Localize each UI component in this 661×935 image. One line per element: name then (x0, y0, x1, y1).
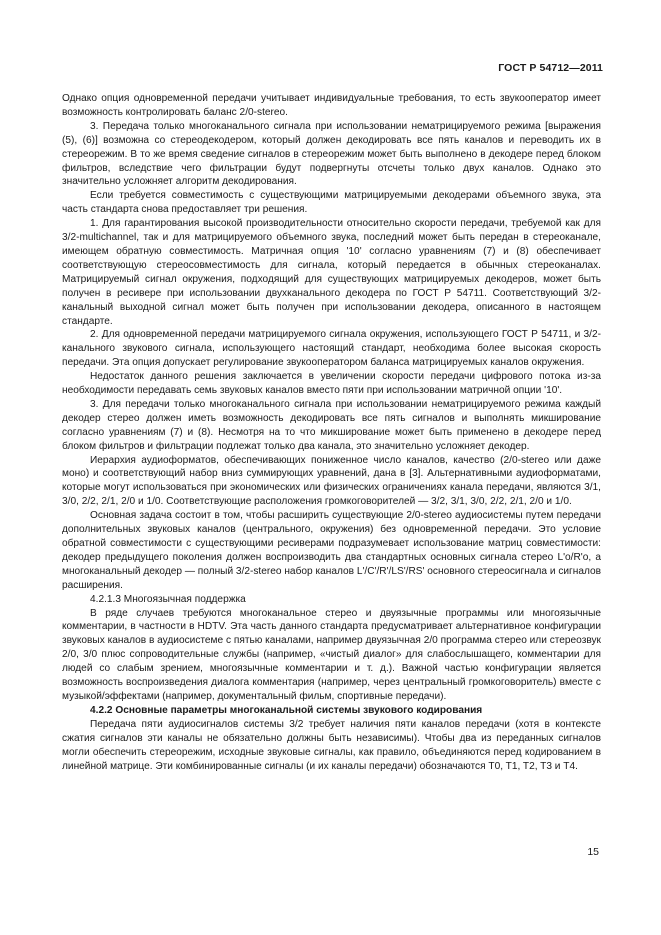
paragraph-4: 1. Для гарантирования высокой производительности относительно скорости передачи, требуемой как для 3/2-multichannel, так и для матрицируемого объемного звука, последний может быть передан в стереоканале, имеющем обратную совместимость. Матричная опция '10' согласно уравнениям (7) и (8) обеспечивает соответствующую стереосовместимость для сигнала, который передается в обычных стереоканалах. Матрицируемый сигнал окружения, подходящий для существующих матрицируемых декодеров, может быть получен в ресивере при использовании двухканального декодера по ГОСТ Р 54711. Соответствующий 3/2-канальный выходной сигнал может быть получен при использовании декодера, описанного в настоящем стандарте. (62, 218, 601, 327)
paragraph-10: В ряде случаев требуются многоканальное стерео и двуязычные программы или многоязычные комментарии, в частности в HDTV. Эта часть данного стандарта предусматривает альтернативное конфигурации звуковых каналов в аудиосистеме с пятью каналами, например двуязычная 2/0 программа стерео или стереозвук 2/0, 3/0 плюс сопроводительные службы (например, «чистый диалог» для слабослышащего, комментарии для людей со слабым зрением, многоязычные комментарии и т. д.). Важной частью конфигурации является возможность воспроизведения диалога комментария (например, через центральный громкоговоритель) вместе с музыкой/эффектами (например, документальный фильм, спортивные передачи). (62, 607, 601, 702)
paragraph-3: Если требуется совместимость с существующими матрицируемыми декодерами объемного звука, эта часть стандарта снова предоставляет три решения. (62, 190, 601, 216)
subsection-heading-4-2-1-3: 4.2.1.3 Многоязычная поддержка (90, 593, 246, 605)
paragraph-9: Основная задача состоит в том, чтобы расширить существующие 2/0-stereo аудиосистемы путем передачи дополнительных звуковых каналов (центрального, окружения) без одновременной передачи. Это условие обратной совместимости с существующими ресиверами подразумевает использование матриц совместимости: декодер предыдущего поколения должен воспроизводить два стандартных основных сигнала стерео L'o/R'o, а многоканальный декодер — полный 3/2-stereo набор каналов L'/C'/R'/LS'/RS' основного стереосигнала и сигналов расширения. (62, 510, 601, 591)
document-body (62, 92, 601, 773)
paragraph-6: Недостаток данного решения заключается в увеличении скорости передачи цифрового потока из-за необходимости передавать семь звуковых каналов вместо пяти при использовании матричной опции '10'. (62, 371, 601, 397)
paragraph-1: Однако опция одновременной передачи учитывает индивидуальные требования, то есть звукооператор имеет возможность контролировать баланс 2/0-stereo. (62, 93, 601, 118)
paragraph-11: Передача пяти аудиосигналов системы 3/2 требует наличия пяти каналов передачи (хотя в контексте сжатия сигналов эти каналы не обязательно должны быть независимы). Чтобы два из переданных сигналов могли обеспечить стереорежим, исходные звуковые сигналы, как правило, объединяются перед кодированием в линейной матрице. Эти комбинированные сигналы (и их каналы передачи) обозначаются T0, T1, T2, T3 и T4. (62, 718, 601, 772)
paragraph-8: Иерархия аудиоформатов, обеспечивающих пониженное число каналов, качество (2/0-stereo или даже моно) и соответствующий набор вниз суммирующих уравнений, дана в [3]. Альтернативными аудиоформатами, которые могут использоваться при экономических или физических ограничениях канала передачи, являются 3/1, 3/0, 2/2, 2/1, 2/0 и 1/0. Соответствующие расположения громкоговорителей — 3/2, 3/1, 3/0, 2/2, 2/1, 2/0 и 1/0. (62, 454, 601, 508)
paragraph-5: 2. Для одновременной передачи матрицируемого сигнала окружения, использующего ГОСТ Р 54711, и 3/2-канального звукового сигнала, использующего настоящий стандарт, необходима более высокая скорость передачи. Эта опция допускает регулирование звукооператором баланса матрицируемых каналов окружения. (62, 329, 601, 369)
paragraph-2: 3. Передача только многоканального сигнала при использовании нематрицируемого режима [выражения (5), (6)] возможна со стереодекодером, который должен декодировать все пять каналов и переводить их в стереорежим. В то же время сведение сигналов в стереорежим может быть выполнено в декодере перед блоком фильтров, вследствие чего фильтрации будут подвергнуты отсчеты только двух каналов. Однако это значительно усложняет алгоритм декодирования. (62, 120, 601, 188)
document-code-header: ГОСТ Р 54712—2011 (498, 62, 603, 74)
page-number: 15 (587, 846, 599, 858)
section-heading-4-2-2: 4.2.2 Основные параметры многоканальной системы звукового кодирования (90, 704, 483, 716)
paragraph-7: 3. Для передачи только многоканального сигнала при использовании нематрицируемого режима каждый декодер стерео должен иметь возможность декодировать все пять сигналов и выполнять микширование согласно уравнениям (7) и (8). Несмотря на то что микширование может быть применено в декодере перед блоком фильтров и фильтрации подлежат только два канала, это значительно усложняет декодер. (62, 398, 601, 452)
